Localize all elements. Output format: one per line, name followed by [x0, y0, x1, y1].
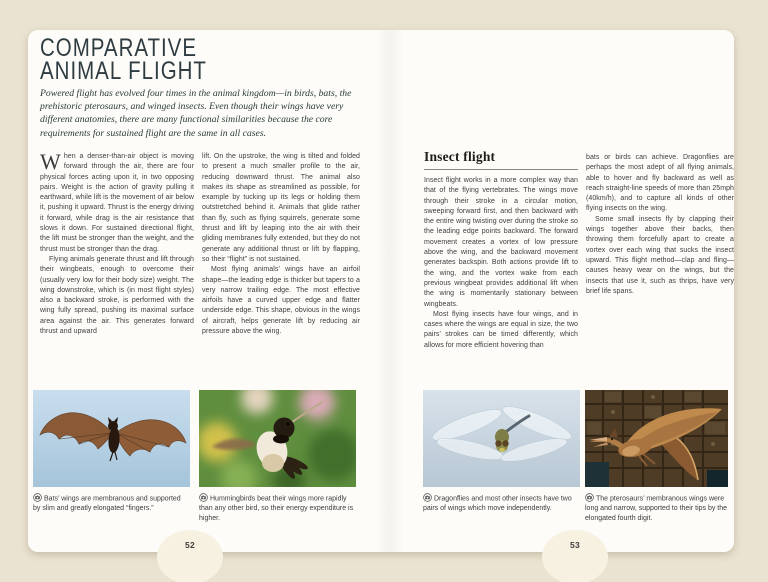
- heading-rule: [424, 169, 578, 170]
- body-paragraph: Insect flight works in a more complex way than that of the flying vertebrates. The wings move through their stroke in a circular motion, sweeping forward first, and then backward with the entire wing twisting over during the stroke so the leading edge points backward. The forward movement creates a vortex of low pressure above the wing, and the backward movement generates backspin. Both actions provide lift to the wing, and the vortex wake from each previous wingbeat provides additional lift when the wing is momentarily stationary between wingbeats.: [424, 177, 578, 308]
- body-paragraph: Some small insects fly by clapping their wings together above their backs, then throwing them forcefully apart to create a vortex over each wing that sucks the insect upward. This flight method—clap and fling—causes heavy wear on the wings, but the insects that use it, such as thrips, have very brief life spans.: [586, 215, 734, 295]
- left-page-column-1: [40, 152, 194, 388]
- camera-icon: [199, 496, 210, 503]
- page-number-tab-left: [157, 530, 223, 582]
- drop-cap: W: [40, 152, 61, 174]
- caption-text: Dragonflies and most other insects have two pairs of wings which move independently.: [423, 495, 572, 513]
- page-number-left: 52: [184, 540, 196, 550]
- figure-caption: [33, 493, 190, 514]
- caption-text: Bats’ wings are membranous and supported by slim and greatly elongated “fingers.”: [33, 495, 181, 513]
- section-heading: Insect flight: [424, 149, 496, 164]
- bat-photo: [33, 390, 190, 487]
- body-paragraph: Most flying animals’ wings have an airfoil shape—the leading edge is thicker but tapers to a very narrow trailing edge. The most effective airfoils have a curved upper edge and flatter underside edge. This shape, obvious in the wings of aircraft, helps generate lift by reducing air pressure above the wing.: [202, 266, 360, 336]
- body-paragraph: [40, 152, 194, 255]
- book-page-spread: [28, 30, 734, 552]
- page-gutter-shadow: [376, 30, 404, 552]
- pterosaur-photo: [585, 390, 728, 487]
- figure-bat: [33, 390, 190, 514]
- figure-dragonfly: [423, 390, 580, 514]
- chapter-title: [40, 34, 244, 85]
- body-paragraph: Most flying insects have four wings, and in cases where the wings are equal in size, the two pairs’ strokes can be timed differently, which allows for more efficient hovering than: [424, 310, 578, 349]
- right-page-column-2: [586, 153, 734, 388]
- chapter-intro: Powered flight has evolved four times in the animal kingdom—in birds, bats, the prehistoric pterosaurs, and winged insects. Even though their wings have very different anatomies, there are many functional similarities because the core requirements for sustained flight are the same in all cases.: [40, 88, 352, 139]
- chapter-title-line2: ANIMAL FLIGHT: [40, 57, 207, 85]
- caption-text: The pterosaurs’ membranous wings were long and narrow, supported to their tips by the elongated fourth digit.: [585, 495, 728, 522]
- figure-caption: [199, 493, 356, 523]
- body-paragraph: Flying animals generate thrust and lift through their wingbeats, enough to overcome their (usually very low for their body size) weight. The wing downstroke, which is (in most flight styles) also a backward stroke, is performed with the wing fully spread, pushing its maximal surface area against the air. This generates forward thrust and upward: [40, 255, 194, 336]
- figure-caption: [585, 493, 728, 523]
- right-page-column-1: [424, 149, 578, 388]
- body-text: hen a denser-than-air object is moving forward through the air, there are four physical forces acting upon it, in two opposing pairs. Weight is the action of gravity pulling it earthward, while lift is the movement of air below it, pushing it upward. Thrust is the energy driving it forward, while drag is the air resistance that slows it down. For sustained directional flight, the lift must be stronger than the weight, and the thrust must be stronger than the drag.: [40, 153, 194, 253]
- chapter-title-line1: COMPARATIVE: [40, 34, 198, 62]
- camera-icon: [585, 496, 596, 503]
- body-paragraph: bats or birds can achieve. Dragonflies are perhaps the most adept of all flying animals, able to hover and fly backward as well as reach straight-line speeds of more than 25mph (40km/h), and to capture all kinds of other flying insects on the wing.: [586, 154, 734, 213]
- body-paragraph: lift. On the upstroke, the wing is tilted and folded to present a much smaller profile to the air, reducing downward thrust. The animal also makes its shape as streamlined as possible, for example by tucking up its legs or holding them outstretched behind it. Animals that glide rather than fly, such as flying squirrels, generate some thrust and lift by leaping into the air with their gliding membranes fully extended, but they do not generate any additional thrust or lift by flapping, so their “flight” is not sustained.: [202, 153, 360, 263]
- page-number-right: 53: [569, 540, 581, 550]
- hummingbird-photo: [199, 390, 356, 487]
- left-page-column-2: [202, 152, 360, 388]
- dragonfly-photo: [423, 390, 580, 487]
- figure-caption: [423, 493, 580, 514]
- page-number-tab-right: [542, 530, 608, 582]
- camera-icon: [423, 496, 434, 503]
- caption-text: Hummingbirds beat their wings more rapidly than any other bird, so their energy expenditure is higher.: [199, 495, 354, 522]
- figure-hummingbird: [199, 390, 356, 523]
- figure-pterosaur: [585, 390, 728, 523]
- camera-icon: [33, 496, 44, 503]
